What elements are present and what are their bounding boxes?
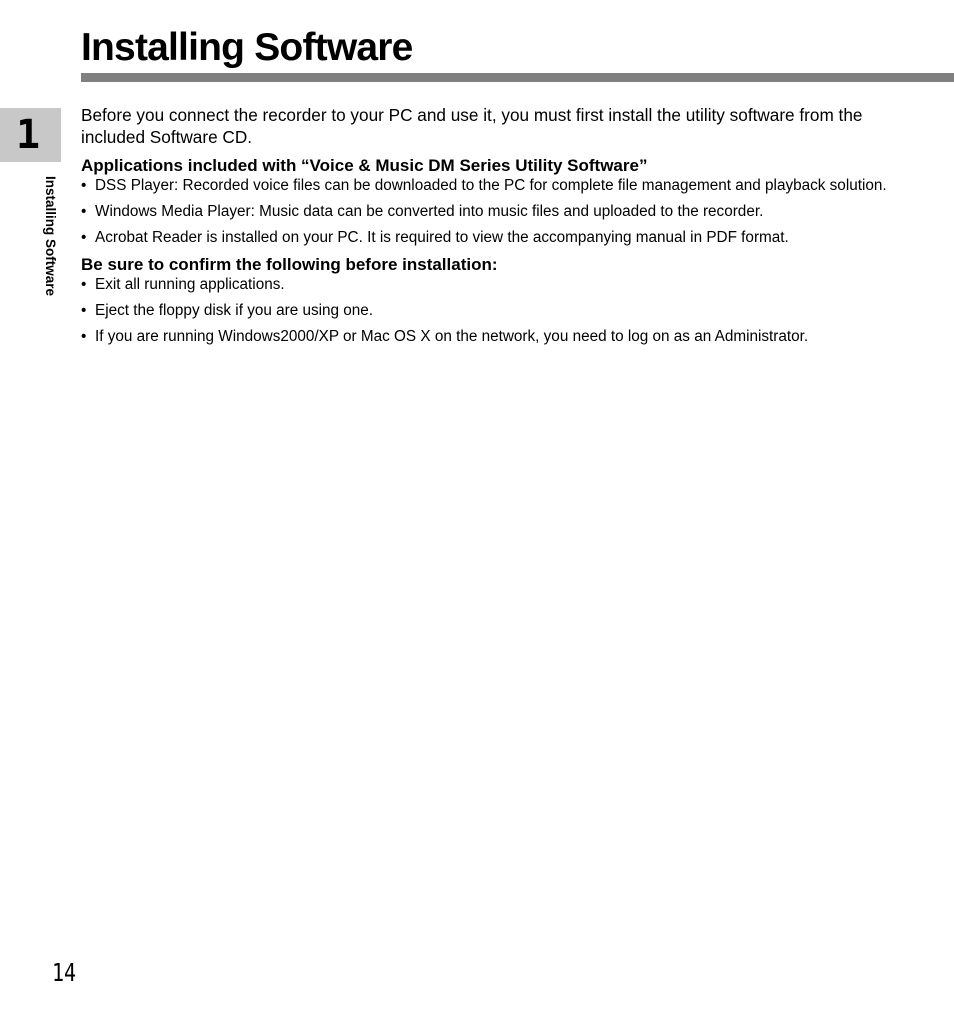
before-install-list bbox=[81, 275, 921, 346]
page-content bbox=[81, 104, 921, 353]
intro-paragraph: Before you connect the recorder to your PC and use it, you must first install the utility software from the included Software CD. bbox=[81, 105, 863, 147]
before-install-heading: Be sure to confirm the following before installation: bbox=[81, 255, 498, 274]
applications-list bbox=[81, 176, 921, 247]
applications-heading: Applications included with “Voice & Music DM Series Utility Software” bbox=[81, 156, 648, 175]
title-rule bbox=[81, 73, 954, 82]
list-item: • Exit all running applications. bbox=[81, 275, 921, 294]
page-number: 14 bbox=[52, 958, 77, 987]
list-item: • Eject the floppy disk if you are using one. bbox=[81, 301, 921, 320]
list-item: • Windows Media Player: Music data can be converted into music files and uploaded to the recorder. bbox=[81, 202, 921, 221]
list-item: • Acrobat Reader is installed on your PC. It is required to view the accompanying manual in PDF format. bbox=[81, 228, 921, 247]
page-title: Installing Software bbox=[81, 26, 413, 69]
side-chapter-label: Installing Software bbox=[43, 176, 58, 297]
list-item: • If you are running Windows2000/XP or Mac OS X on the network, you need to log on as an Administrator. bbox=[81, 327, 921, 346]
chapter-tab bbox=[0, 108, 61, 162]
chapter-number: 1 bbox=[16, 112, 41, 158]
list-item: • DSS Player: Recorded voice files can be downloaded to the PC for complete file management and playback solution. bbox=[81, 176, 921, 195]
